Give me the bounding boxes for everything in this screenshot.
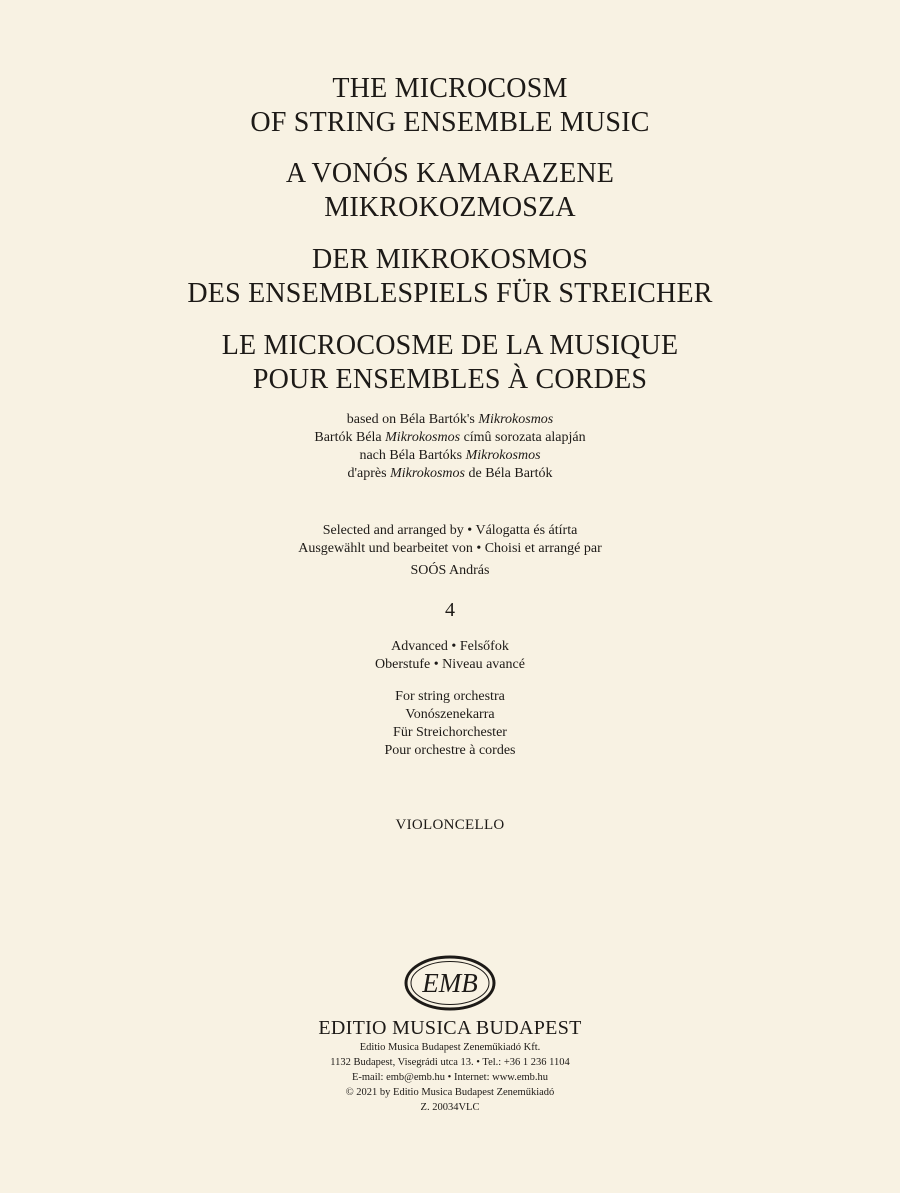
based-on-text: d'après [347, 466, 391, 481]
based-on-block [0, 411, 900, 483]
title-german [0, 243, 900, 311]
imprint-line: 1132 Budapest, Visegrádi utca 13. • Tel.: +36 1 236 1104 [330, 1057, 570, 1068]
based-on-line [0, 429, 900, 447]
level-line: Oberstufe • Niveau avancé [375, 657, 525, 672]
level-line: Advanced • Felsőfok [391, 639, 509, 654]
work-title: Mikrokosmos [478, 412, 554, 427]
arranger-credit: Ausgewählt und bearbeitet von • Choisi et arrangé par [298, 541, 602, 556]
arranger-block [0, 522, 900, 580]
work-title: Mikrokosmos [390, 466, 465, 481]
scoring-line: Pour orchestre à cordes [384, 743, 516, 758]
title-line: OF STRING ENSEMBLE MUSIC [250, 107, 650, 138]
title-line: MIKROKOZMOSZA [324, 192, 576, 223]
arranger-credit: Selected and arranged by • Válogatta és átírta [322, 523, 578, 538]
based-on-line [0, 465, 900, 483]
imprint-block [0, 1040, 900, 1115]
based-on-line [0, 447, 900, 465]
work-title: Mikrokosmos [385, 430, 461, 445]
imprint-line: E-mail: emb@emb.hu • Internet: www.emb.hu [351, 1072, 549, 1083]
level-block [0, 638, 900, 674]
instrument-part: VIOLONCELLO [395, 817, 505, 833]
scoring-line: Vonószenekarra [405, 707, 495, 722]
based-on-text: Bartók Béla [314, 430, 386, 445]
emb-logo [404, 954, 496, 1012]
catalog-number: Z. 20034VLC [420, 1102, 480, 1113]
imprint-line: Editio Musica Budapest Zeneműkiadó Kft. [359, 1042, 541, 1053]
scoring-line: Für Streichorchester [393, 725, 507, 740]
imprint-line: © 2021 by Editio Musica Budapest Zeneműkiadó [345, 1087, 555, 1098]
based-on-line [0, 411, 900, 429]
title-line: A VONÓS KAMARAZENE [285, 158, 615, 189]
based-on-text: nach Béla Bartóks [359, 448, 466, 463]
arranger-name: SOÓS András [410, 563, 490, 578]
based-on-text: based on Béla Bartók's [346, 412, 479, 427]
title-line: POUR ENSEMBLES À CORDES [252, 364, 648, 395]
title-english [0, 72, 900, 140]
title-line: LE MICROCOSME DE LA MUSIQUE [221, 330, 679, 361]
volume-number: 4 [445, 599, 455, 621]
title-french [0, 329, 900, 397]
publisher-name: EDITIO MUSICA BUDAPEST [318, 1017, 582, 1039]
title-line: DES ENSEMBLESPIELS FÜR STREICHER [187, 278, 713, 309]
scoring-line: For string orchestra [395, 689, 505, 704]
title-line: THE MICROCOSM [332, 73, 568, 104]
based-on-text: de Béla Bartók [465, 466, 553, 481]
title-line: DER MIKROKOSMOS [311, 244, 589, 275]
title-hungarian [0, 157, 900, 225]
scoring-block [0, 688, 900, 760]
emb-logo-text: EMB [422, 968, 478, 998]
work-title: Mikrokosmos [465, 448, 541, 463]
based-on-text: címû sorozata alapján [460, 430, 586, 445]
